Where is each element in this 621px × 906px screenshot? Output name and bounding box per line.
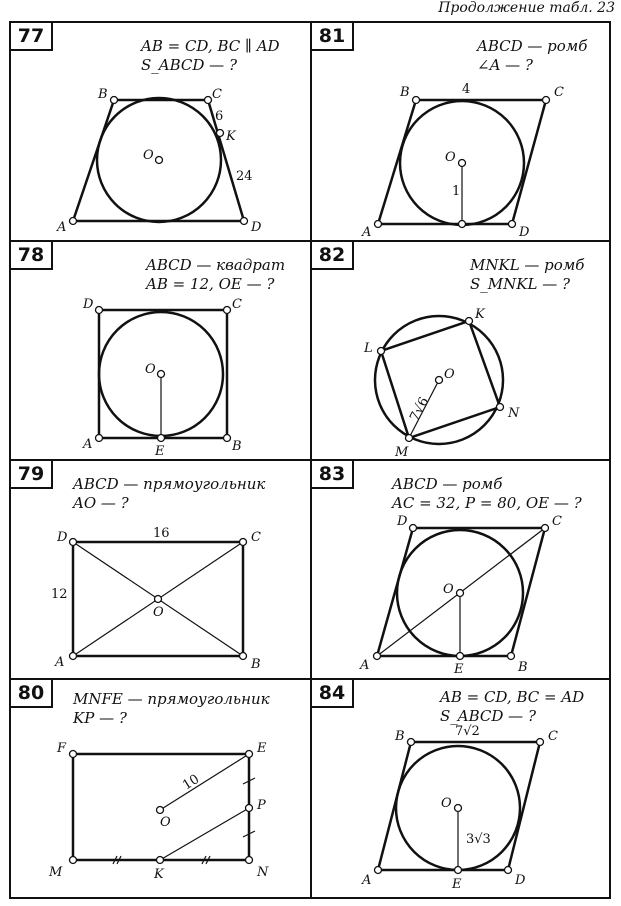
condition-line: ABCD — ромб	[477, 37, 588, 55]
vertex-label: C	[548, 729, 558, 744]
point-label: K	[154, 867, 164, 882]
center-label: O	[444, 367, 455, 382]
problem-77	[11, 23, 312, 242]
vertex-label: A	[362, 873, 372, 888]
vertex-label: F	[57, 741, 67, 756]
center-label: O	[443, 582, 454, 597]
figure-rhombus-circumcircle	[312, 242, 611, 459]
segment-length: 12	[51, 587, 68, 602]
vertex-label: K	[475, 307, 485, 322]
radius-length: 1	[452, 184, 461, 199]
figure-rhombus-diagonal	[312, 461, 611, 678]
table-continuation-header: Продолжение табл. 23	[438, 0, 615, 16]
vertex-label: B	[98, 87, 108, 102]
vertex-label: D	[83, 297, 94, 312]
condition-line: MNFE — прямоугольник	[73, 690, 270, 708]
segment-length: 24	[236, 169, 253, 184]
problem-82	[310, 242, 611, 461]
problem-81	[310, 23, 611, 242]
condition-line: ABCD — прямоугольник	[73, 475, 266, 493]
vertex-label: D	[57, 530, 68, 545]
figure-rectangle-diagonals	[11, 461, 310, 678]
vertex-label: C	[212, 87, 222, 102]
point-label: K	[226, 129, 236, 144]
problem-number: 79	[11, 461, 53, 489]
figure-rhombus-incircle	[312, 23, 611, 240]
problem-number: 83	[312, 461, 354, 489]
vertex-label: E	[257, 741, 267, 756]
vertex-label: D	[519, 225, 530, 240]
vertex-label: A	[83, 437, 93, 452]
segment-length: 7√2	[455, 724, 480, 739]
problem-number: 82	[312, 242, 354, 270]
problem-83	[310, 461, 611, 680]
vertex-label: D	[515, 873, 526, 888]
condition-line: MNKL — ромб	[470, 256, 585, 274]
point-label: O	[160, 815, 171, 830]
vertex-label: A	[57, 220, 67, 235]
center-label: O	[445, 150, 456, 165]
problem-80	[11, 680, 312, 897]
vertex-label: N	[257, 865, 269, 880]
figure-isosceles-trapezoid	[11, 23, 310, 240]
condition-line: S_ABCD — ?	[440, 707, 536, 725]
segment-length: 4	[462, 82, 471, 97]
point-label: E	[155, 444, 165, 459]
vertex-label: C	[552, 514, 562, 529]
vertex-label: A	[360, 658, 370, 673]
vertex-label: B	[395, 729, 405, 744]
vertex-label: B	[400, 85, 410, 100]
problem-number: 77	[11, 23, 53, 51]
condition-line: KP — ?	[73, 709, 127, 727]
segment-length: 10	[180, 771, 203, 794]
segment-length: 16	[153, 526, 170, 541]
problem-78	[11, 242, 312, 461]
problem-number: 84	[312, 680, 354, 708]
figure-rectangle-segment	[11, 680, 310, 895]
problem-number: 81	[312, 23, 354, 51]
problem-number: 78	[11, 242, 53, 270]
vertex-label: A	[55, 655, 65, 670]
point-label: E	[452, 877, 462, 892]
vertex-label: A	[362, 225, 372, 240]
condition-line: AB = CD, BC ∥ AD	[141, 37, 280, 55]
vertex-label: B	[232, 439, 242, 454]
vertex-label: B	[251, 657, 261, 672]
condition-line: S_ABCD — ?	[141, 56, 237, 74]
condition-line: ∠A — ?	[477, 56, 533, 74]
figure-tangential-parallelogram	[312, 680, 611, 895]
vertex-label: N	[508, 406, 520, 421]
point-label: E	[454, 662, 464, 677]
radius-length: 3√3	[466, 832, 491, 847]
vertex-label: D	[397, 514, 408, 529]
problem-79	[11, 461, 312, 680]
problem-84	[310, 680, 611, 897]
vertex-label: M	[395, 445, 409, 460]
segment-length: 7√6	[407, 394, 433, 424]
vertex-label: D	[251, 220, 262, 235]
vertex-label: C	[251, 530, 261, 545]
center-label: O	[441, 796, 452, 811]
center-label: O	[153, 605, 164, 620]
point-label: P	[257, 798, 266, 813]
problem-grid	[9, 21, 611, 899]
problem-number: 80	[11, 680, 53, 708]
segment-length: 6	[215, 109, 224, 124]
condition-line: AB = CD, BC = AD	[440, 688, 585, 706]
condition-line: AC = 32, P = 80, OE — ?	[392, 494, 582, 512]
vertex-label: L	[364, 341, 373, 356]
condition-line: S_MNKL — ?	[470, 275, 571, 293]
vertex-label: C	[232, 297, 242, 312]
vertex-label: B	[518, 660, 528, 675]
condition-line: AB = 12, OE — ?	[146, 275, 275, 293]
vertex-label: M	[49, 865, 63, 880]
condition-line: ABCD — ромб	[392, 475, 503, 493]
figure-square-incircle	[11, 242, 310, 459]
center-label: O	[145, 362, 156, 377]
condition-line: ABCD — квадрат	[146, 256, 286, 274]
vertex-label: C	[554, 85, 564, 100]
condition-line: AO — ?	[73, 494, 129, 512]
center-label: O	[143, 148, 154, 163]
